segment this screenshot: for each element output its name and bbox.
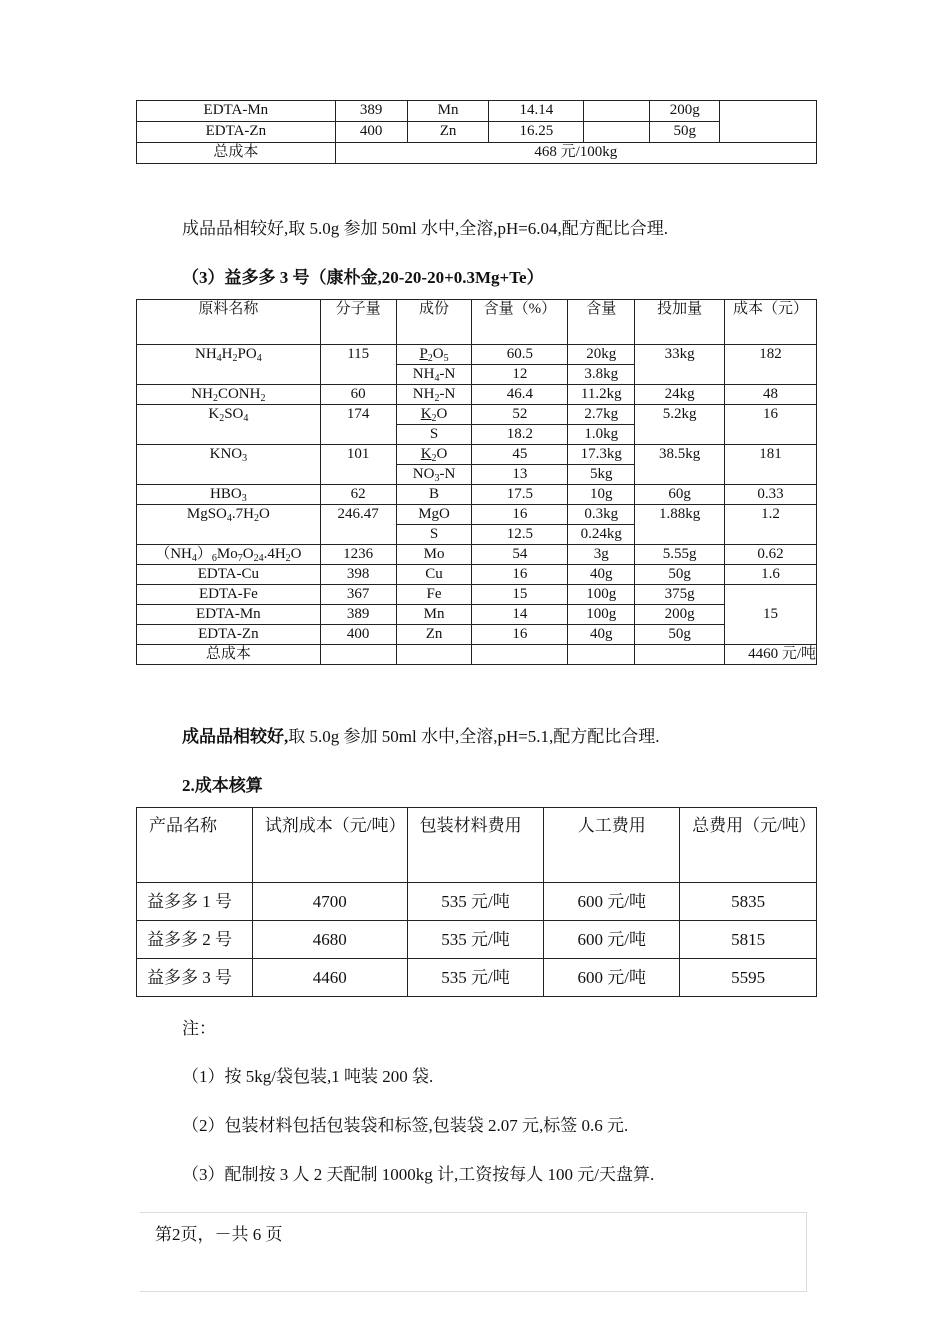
cell: 5835 xyxy=(680,883,817,921)
cell: 40g xyxy=(568,625,635,645)
cell: 1.88kg xyxy=(635,505,725,545)
header-cell: 分子量 xyxy=(320,300,396,345)
material-name: EDTA-Cu xyxy=(137,565,321,585)
cell: S xyxy=(396,525,472,545)
cell: Mo xyxy=(396,545,472,565)
cell: 3g xyxy=(568,545,635,565)
note-item: （1）按 5kg/袋包装,1 吨装 200 袋. xyxy=(182,1067,434,1086)
header-cell: 人工费用 xyxy=(544,808,680,883)
cell: 16 xyxy=(472,625,568,645)
cell: 60g xyxy=(635,485,725,505)
paragraph-result-3 xyxy=(182,722,660,747)
cell: 181 xyxy=(725,445,817,485)
notes-label: 注： xyxy=(182,1019,216,1038)
total-label: 总成本 xyxy=(137,645,321,665)
header-cell: 含量 xyxy=(568,300,635,345)
cell: 375g xyxy=(635,585,725,605)
cell: 益多多 3 号 xyxy=(137,959,253,997)
table-row xyxy=(137,959,817,997)
cell: 13 xyxy=(472,465,568,485)
header-cell: 投加量 xyxy=(635,300,725,345)
table-row xyxy=(137,645,817,665)
cell: MgO xyxy=(396,505,472,525)
cell: 60.5 xyxy=(472,345,568,365)
cell: 45 xyxy=(472,445,568,465)
cell: 1.0kg xyxy=(568,425,635,445)
header-cell: 成本（元） xyxy=(725,300,817,345)
cell: $NH_4-N$ xyxy=(396,365,472,385)
cell: 0.3kg xyxy=(568,505,635,525)
cell xyxy=(320,645,396,665)
total-label: 总成本 xyxy=(137,143,336,164)
cell: 益多多 2 号 xyxy=(137,921,253,959)
cell: 1236 xyxy=(320,545,396,565)
cell: 4680 xyxy=(252,921,407,959)
cell: 389 xyxy=(335,101,407,122)
table-row xyxy=(137,883,817,921)
cell: $NO_3-N$ xyxy=(396,465,472,485)
section-3-title: （3）益多多 3 号（康朴金,20-20-20+0.3Mg+Te） xyxy=(182,268,544,287)
cell: 5815 xyxy=(680,921,817,959)
cell: 398 xyxy=(320,565,396,585)
cell: B xyxy=(396,485,472,505)
note-item: （3）配制按 3 人 2 天配制 1000kg 计,工资按每人 100 元/天盘算. xyxy=(182,1165,655,1184)
table-row xyxy=(137,345,817,365)
cell: 101 xyxy=(320,445,396,485)
cell: 115 xyxy=(320,345,396,385)
cell: 0.24kg xyxy=(568,525,635,545)
total-value: 4460 元/吨 xyxy=(725,645,817,665)
table-row xyxy=(137,143,817,164)
table-row xyxy=(137,385,817,405)
material-name: $(NH_4)_6Mo_7O_{24}.4H_2O$ xyxy=(137,545,321,565)
material-name: $MgSO_4.7H_2O$ xyxy=(137,505,321,545)
cell: 1.6 xyxy=(725,565,817,585)
cell: 182 xyxy=(725,345,817,385)
header-cell: 成份 xyxy=(396,300,472,345)
cell: 16 xyxy=(472,505,568,525)
header-cell: 包装材料费用 xyxy=(407,808,544,883)
cell: EDTA-Zn xyxy=(137,122,336,143)
material-name: $KNO_3$ xyxy=(137,445,321,485)
cell: Fe xyxy=(396,585,472,605)
table-row xyxy=(137,545,817,565)
cell: Zn xyxy=(396,625,472,645)
header-cell: 产品名称 xyxy=(137,808,253,883)
cell: 600 元/吨 xyxy=(544,959,680,997)
cell: $K_2O$ xyxy=(396,405,472,425)
cell: 50g xyxy=(635,625,725,645)
note-item: （2）包装材料包括包装袋和标签,包装袋 2.07 元,标签 0.6 元. xyxy=(182,1116,629,1135)
cell: 52 xyxy=(472,405,568,425)
header-cell: 试剂成本（元/吨） xyxy=(252,808,407,883)
table-header-row xyxy=(137,808,817,883)
cell: 600 元/吨 xyxy=(544,921,680,959)
cell xyxy=(396,645,472,665)
cell: 16.25 xyxy=(489,122,584,143)
cell: 17.5 xyxy=(472,485,568,505)
table-row xyxy=(137,505,817,525)
table-row xyxy=(137,605,817,625)
table-row xyxy=(137,445,817,465)
cell: 16 xyxy=(472,565,568,585)
cell xyxy=(584,101,650,122)
cell: S xyxy=(396,425,472,445)
table-row xyxy=(137,485,817,505)
table-row xyxy=(137,565,817,585)
cell: 3.8kg xyxy=(568,365,635,385)
cell: 535 元/吨 xyxy=(407,883,544,921)
cell: 15 xyxy=(725,585,817,645)
cell: 15 xyxy=(472,585,568,605)
cell: 100g xyxy=(568,605,635,625)
material-name: EDTA-Zn xyxy=(137,625,321,645)
material-name: EDTA-Fe xyxy=(137,585,321,605)
cell: 200g xyxy=(635,605,725,625)
result-bold: 成品品相较好, xyxy=(182,727,289,746)
cell: 0.62 xyxy=(725,545,817,565)
cell xyxy=(635,645,725,665)
cell: Zn xyxy=(407,122,489,143)
cell: 54 xyxy=(472,545,568,565)
cell: 4460 xyxy=(252,959,407,997)
material-name: $NH_4H_2PO_4$ xyxy=(137,345,321,385)
cell: 535 元/吨 xyxy=(407,921,544,959)
page-footer: 第2页，－共 6 页 xyxy=(155,1225,283,1244)
cell: 100g xyxy=(568,585,635,605)
cell: 4700 xyxy=(252,883,407,921)
result-rest: 取 5.0g 参加 50ml 水中,全溶,pH=5.1,配方配比合理. xyxy=(288,727,660,746)
cell: 46.4 xyxy=(472,385,568,405)
cell: 535 元/吨 xyxy=(407,959,544,997)
cell xyxy=(472,645,568,665)
header-cell: 含量（%） xyxy=(472,300,568,345)
cell: $P_2O_5$ xyxy=(396,345,472,365)
cell: 400 xyxy=(335,122,407,143)
cell: 5.2kg xyxy=(635,405,725,445)
cell: 367 xyxy=(320,585,396,605)
cell: 益多多 1 号 xyxy=(137,883,253,921)
cell: $NH_2-N$ xyxy=(396,385,472,405)
cell xyxy=(720,101,817,143)
cell: 40g xyxy=(568,565,635,585)
table-header-row xyxy=(137,300,817,345)
cell: 48 xyxy=(725,385,817,405)
cell: 389 xyxy=(320,605,396,625)
header-cell: 原料名称 xyxy=(137,300,321,345)
material-name: $HBO_3$ xyxy=(137,485,321,505)
table-row xyxy=(137,122,817,143)
cell: 14 xyxy=(472,605,568,625)
cell: 20kg xyxy=(568,345,635,365)
cell: 18.2 xyxy=(472,425,568,445)
cell: 1.2 xyxy=(725,505,817,545)
cell: EDTA-Mn xyxy=(137,101,336,122)
table-row xyxy=(137,101,817,122)
table-row xyxy=(137,921,817,959)
cell: 62 xyxy=(320,485,396,505)
formula-table-3 xyxy=(136,299,817,665)
table-row xyxy=(137,625,817,645)
cell: 600 元/吨 xyxy=(544,883,680,921)
cell: 5.55g xyxy=(635,545,725,565)
cell: Cu xyxy=(396,565,472,585)
material-name: $NH_2CONH_2$ xyxy=(137,385,321,405)
total-value: 468 元/100kg xyxy=(335,143,816,164)
cell: $K_2O$ xyxy=(396,445,472,465)
section-2-title: 2.成本核算 xyxy=(182,776,263,795)
cell: 246.47 xyxy=(320,505,396,545)
cell: 200g xyxy=(650,101,720,122)
material-name: EDTA-Mn xyxy=(137,605,321,625)
cell: Mn xyxy=(407,101,489,122)
cell: 17.3kg xyxy=(568,445,635,465)
cell: 0.33 xyxy=(725,485,817,505)
cell: 11.2kg xyxy=(568,385,635,405)
cell: 400 xyxy=(320,625,396,645)
cell: 2.7kg xyxy=(568,405,635,425)
cell: Mn xyxy=(396,605,472,625)
cell: 10g xyxy=(568,485,635,505)
paragraph-result-2: 成品品相较好,取 5.0g 参加 50ml 水中,全溶,pH=6.04,配方配比合理. xyxy=(182,219,669,238)
cell xyxy=(568,645,635,665)
table-row xyxy=(137,585,817,605)
top-table xyxy=(136,100,817,164)
cell: 174 xyxy=(320,405,396,445)
cost-table xyxy=(136,807,817,997)
cell: 24kg xyxy=(635,385,725,405)
table-row xyxy=(137,405,817,425)
cell: 5595 xyxy=(680,959,817,997)
cell: 38.5kg xyxy=(635,445,725,485)
material-name: $K_2SO_4$ xyxy=(137,405,321,445)
cell: 16 xyxy=(725,405,817,445)
cell: 12 xyxy=(472,365,568,385)
cell: 14.14 xyxy=(489,101,584,122)
cell: 12.5 xyxy=(472,525,568,545)
cell: 60 xyxy=(320,385,396,405)
cell: 33kg xyxy=(635,345,725,385)
cell: 50g xyxy=(650,122,720,143)
cell xyxy=(584,122,650,143)
cell: 5kg xyxy=(568,465,635,485)
header-cell: 总费用（元/吨） xyxy=(680,808,817,883)
cell: 50g xyxy=(635,565,725,585)
